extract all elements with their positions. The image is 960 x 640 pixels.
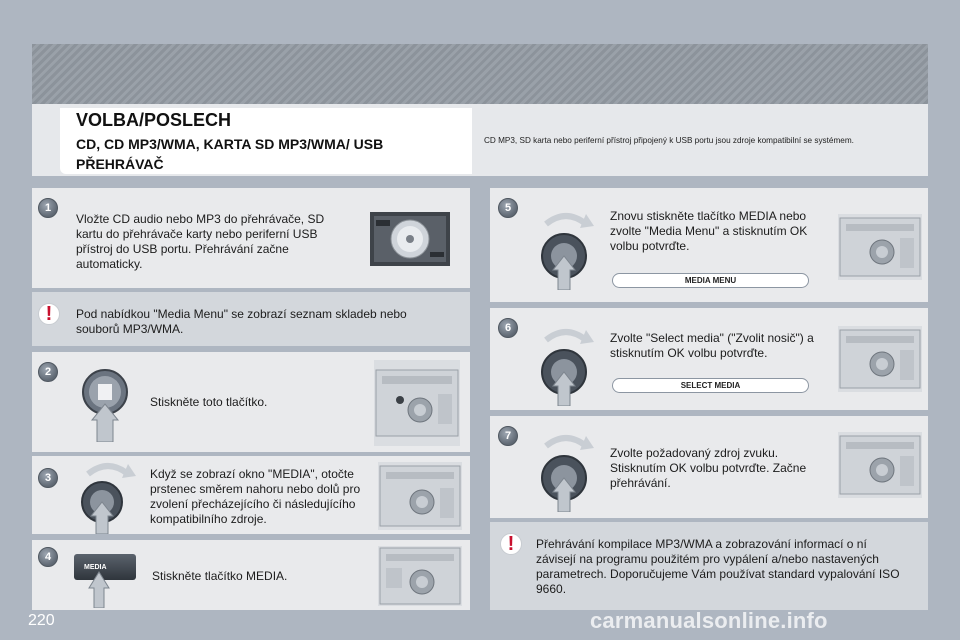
cd-player-image bbox=[370, 212, 450, 266]
step-badge-6: 6 bbox=[498, 318, 518, 338]
watermark: carmanualsonline.info bbox=[590, 608, 828, 633]
step-2-text: Stiskněte toto tlačítko. bbox=[150, 395, 268, 409]
media-button-icon: MEDIA bbox=[74, 554, 136, 580]
step-badge-4: 4 bbox=[38, 547, 58, 567]
rotate-knob-icon bbox=[536, 206, 596, 290]
warning-icon: ! bbox=[500, 533, 522, 555]
page-number: 220 bbox=[28, 612, 55, 629]
step-3-text: Když se zobrazí okno "MEDIA", otočte prstenec směrem nahoru nebo dolů pro zvolení přecházejícího či následujícího kompatibilního zdroje. bbox=[150, 467, 361, 526]
step-badge-7: 7 bbox=[498, 426, 518, 446]
radio-panel-image bbox=[378, 462, 462, 530]
step-badge-3: 3 bbox=[38, 468, 58, 488]
rotate-knob-icon bbox=[78, 458, 138, 534]
step-badge-5: 5 bbox=[498, 198, 518, 218]
rotate-knob-icon bbox=[536, 322, 596, 406]
press-button-icon bbox=[80, 362, 130, 442]
warning-1-text: Pod nabídkou "Media Menu" se zobrazí seznam skladeb nebo souborů MP3/WMA. bbox=[76, 307, 407, 336]
step-6-text: Zvolte "Select media" ("Zvolit nosič") a stisknutím OK volbu potvrďte. bbox=[610, 331, 814, 360]
radio-panel-image bbox=[838, 326, 922, 392]
radio-panel-image bbox=[838, 432, 922, 498]
radio-panel-image bbox=[378, 546, 462, 606]
warning-icon: ! bbox=[38, 303, 60, 325]
radio-panel-image bbox=[374, 360, 460, 446]
header-banner bbox=[32, 44, 928, 110]
press-arrow-icon bbox=[88, 570, 110, 608]
page-subtitle: CD, CD MP3/WMA, KARTA SD MP3/WMA/ USB PŘEHRÁVAČ bbox=[76, 136, 384, 172]
rotate-knob-icon bbox=[536, 428, 596, 512]
step-7-text: Zvolte požadovaný zdroj zvuku. Stisknutím OK volbu potvrďte. Začne přehrávání. bbox=[610, 446, 807, 490]
warning-2-text: Přehrávání kompilace MP3/WMA a zobrazování informací o ní závisejí na programu použitém pro vypálení a/nebo nastavených parametrech. Doporučujeme Vám používat standard vypalování ISO 9660. bbox=[536, 537, 900, 596]
intro-note: CD MP3, SD karta nebo periferní přístroj připojený k USB portu jsou zdroje kompatibilní se systémem. bbox=[484, 136, 854, 145]
step-1-text: Vložte CD audio nebo MP3 do přehrávače, SD kartu do přehrávače karty nebo periferní USB přístroj do USB portu. Přehrávání začne automaticky. bbox=[76, 212, 325, 271]
page-title: VOLBA/POSLECH bbox=[76, 110, 232, 130]
step-badge-2: 2 bbox=[38, 362, 58, 382]
step-5-text: Znovu stiskněte tlačítko MEDIA nebo zvolte "Media Menu" a stisknutím OK volbu potvrďte. bbox=[610, 209, 808, 253]
radio-panel-image bbox=[838, 214, 922, 280]
media-menu-label: MEDIA MENU bbox=[612, 273, 809, 288]
step-badge-1: 1 bbox=[38, 198, 58, 218]
step-4-text: Stiskněte tlačítko MEDIA. bbox=[152, 569, 288, 583]
select-media-label: SELECT MEDIA bbox=[612, 378, 809, 393]
